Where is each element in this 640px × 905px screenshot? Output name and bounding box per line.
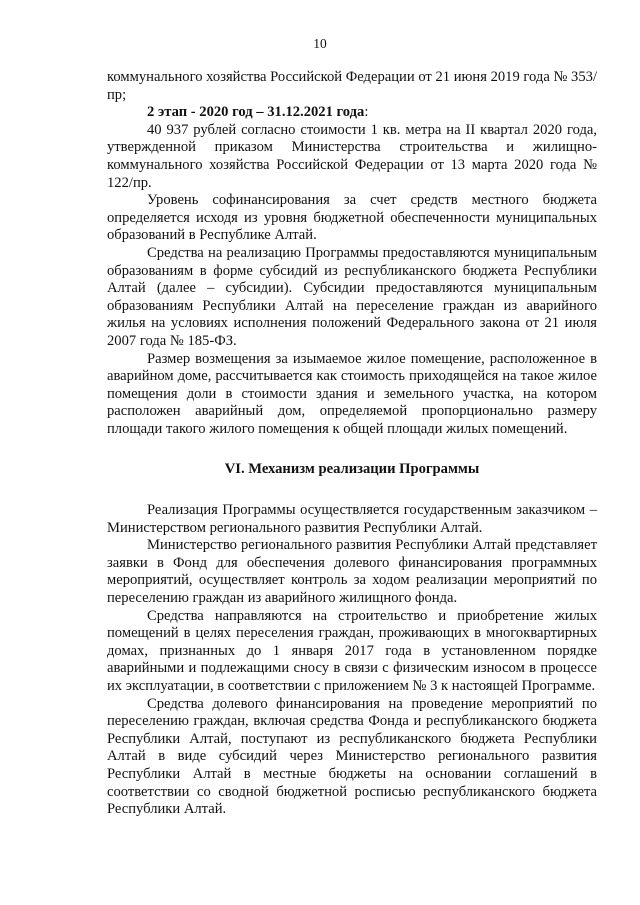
section-6-paragraph-2: Министерство регионального развития Республики Алтай представляет заявки в Фонд для обеспечения долевого финансирования программных мероприятий, осуществляет контроль за ходом реализации мероприятий по переселению граждан из аварийного жилищного фонда. [107, 537, 597, 607]
paragraph-continuation: коммунального хозяйства Российской Федерации от 21 июня 2019 года № 353/пр; [107, 69, 597, 103]
stage-2-heading [107, 104, 597, 122]
section-6-paragraph-3: Средства направляются на строительство и приобретение жилых помещений в целях переселения граждан, проживающих в многоквартирных домах, признанных до 1 января 2017 года в установленном порядке аварийными и подлежащими сносу в связи с физическим износом в процессе их эксплуатации, в соответствии с приложением № 3 к настоящей Программе. [107, 607, 597, 694]
paragraph-cofinancing: Уровень софинансирования за счет средств местного бюджета определяется исходя из уровня бюджетной обеспеченности муниципальных образований в Республике Алтай. [107, 192, 597, 244]
section-6-paragraph-1: Реализация Программы осуществляется государственным заказчиком – Министерством регионального развития Республики Алтай. [107, 502, 597, 536]
page-number: 10 [313, 36, 327, 51]
section-6-paragraph-4: Средства долевого финансирования на проведение мероприятий по переселению граждан, включая средства Фонда и республиканского бюджета Республики Алтай, поступают из республиканского бюджета Республики Алтай в виде субсидий через Министерство регионального развития Республики Алтай в местные бюджеты на основании соглашений в соответствии со сводной бюджетной росписью республиканского бюджета Республики Алтай. [107, 695, 597, 818]
paragraph-compensation: Размер возмещения за изымаемое жилое помещение, расположенное в аварийном доме, рассчитывается как стоимость приходящейся на такое жилое помещения доли в стоимости здания и земельного участка, на котором расположен аварийный дом, определяемой пропорционально размеру площади такого жилого помещения к общей площади жилых помещений. [107, 350, 597, 437]
stage-2-heading-colon: : [364, 104, 369, 121]
paragraph-stage-2-cost: 40 937 рублей согласно стоимости 1 кв. метра на II квартал 2020 года, утвержденной приказом Министерства строительства и жилищно-коммунального хозяйства Российской Федерации от 13 марта 2020 года № 122/пр. [107, 121, 597, 191]
stage-2-heading-text: 2 этап - 2020 год – 31.12.2021 года [147, 104, 365, 121]
section-6-heading: VI. Механизм реализации Программы [224, 461, 480, 478]
page-content [107, 69, 597, 819]
paragraph-funds: Средства на реализацию Программы предоставляются муниципальным образованиям в форме субсидий из республиканского бюджета Республики Алтай (далее – субсидии). Субсидии предоставляются муниципальным образованиям Республики Алтай на переселение граждан из аварийного жилья на условиях исполнения положений Федерального закона от 21 июля 2007 года № 185-ФЗ. [107, 244, 597, 349]
